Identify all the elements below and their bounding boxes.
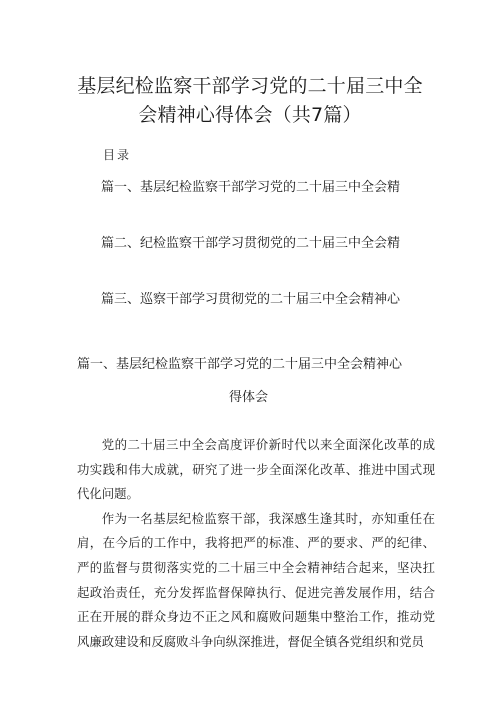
toc-item-2[interactable]: 篇二、纪检监察干部学习贯彻党的二十届三中全会精: [101, 236, 401, 251]
paragraph-2: 作为一名基层纪检监察干部，我深感生逢其时，亦知重任在肩，在今后的工作中，我将把严的标准、严的要求、严的纪律、严的监督与贯彻落实党的二十届三中全会精神结合起来，坚决扛起政治责任，充分发挥监督保障执行、促进完善发展作用，结合正在开展的群众身边不正之风和腐败问题集中整治工作，推动党风廉政建设和反腐败斗争向纵深推进，督促全镇各党组织和党员: [77, 510, 435, 649]
document-title: [60, 72, 440, 130]
toc-item-3[interactable]: 篇三、巡察干部学习贯彻党的二十届三中全会精神心: [101, 292, 401, 307]
section-title-line-2: 得体会: [229, 390, 269, 405]
toc-label: 目录: [103, 148, 132, 162]
paragraph-1: 党的二十届三中全会高度评价新时代以来全面深化改革的成功实践和伟大成就，研究了进一步全面深化改革、推进中国式现代化问题。: [77, 437, 435, 502]
body-text: [77, 433, 435, 654]
section-title-line-1: 篇一、基层纪检监察干部学习党的二十届三中全会精神心: [77, 357, 403, 372]
document-title-line-2: 会精神心得体会（共7篇）: [138, 104, 362, 126]
toc-item-1[interactable]: 篇一、基层纪检监察干部学习党的二十届三中全会精: [101, 180, 401, 195]
document-title-line-1: 基层纪检监察干部学习党的二十届三中全: [77, 75, 423, 97]
